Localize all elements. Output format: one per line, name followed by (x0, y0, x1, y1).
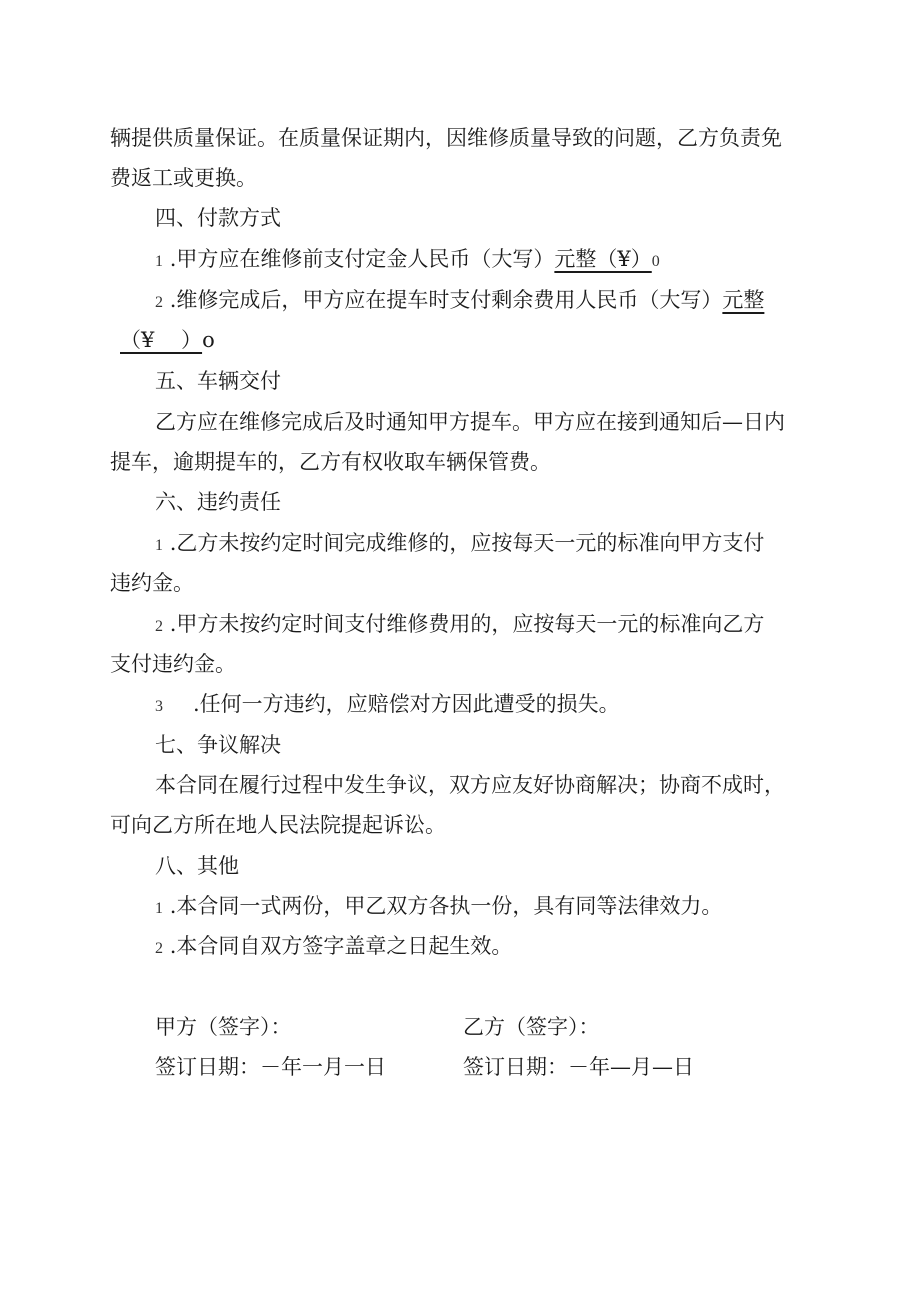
section8-heading: 八、其他 (155, 854, 239, 878)
section4-item2 (155, 286, 764, 317)
section7-heading: 七、争议解决 (155, 733, 281, 757)
item-number: 3 (155, 698, 163, 715)
section6-item2 (155, 610, 764, 641)
item-text: .本合同一式两份，甲乙双方各执一份，具有同等法律效力。 (169, 894, 723, 918)
amount-blank: 元整 (722, 288, 765, 312)
section5-line2: 提车，逾期提车的，乙方有权收取车辆保管费。 (110, 450, 551, 474)
section7-line2: 可向乙方所在地人民法院提起诉讼。 (110, 813, 446, 837)
yuan-blank: （¥ ） (120, 328, 203, 352)
item-text: .维修完成后，甲方应在提车时支付剩余费用人民币（大写） (169, 288, 723, 312)
section6-item1-line2: 违约金。 (110, 571, 194, 595)
section6-item3 (155, 690, 620, 721)
item-tail: 0 (651, 253, 660, 270)
item-text: .甲方未按约定时间支付维修费用的，应按每天一元的标准向乙方 (169, 612, 765, 636)
party-a-date-label: 签订日期：－年一月一日 (155, 1055, 386, 1079)
section8-item2 (155, 932, 512, 963)
section7-line1: 本合同在履行过程中发生争议，双方应友好协商解决；协商不成时， (155, 773, 785, 797)
party-a-signature-label: 甲方（签字）： (155, 1015, 292, 1039)
section5-line1: 乙方应在维修完成后及时通知甲方提车。甲方应在接到通知后—日内 (155, 410, 785, 434)
item-tail: o (202, 328, 215, 352)
clause3-cont-line2: 费返工或更换。 (110, 166, 257, 190)
item-number: 2 (155, 618, 163, 635)
item-number: 1 (155, 253, 163, 270)
amount-blank: 元整（¥） (554, 247, 652, 271)
section6-item2-line2: 支付违约金。 (110, 652, 236, 676)
item-number: 1 (155, 900, 163, 917)
item-number: 2 (155, 940, 163, 957)
section6-item1 (155, 529, 764, 560)
item-text: .甲方应在维修前支付定金人民币（大写） (169, 247, 555, 271)
item-number: 1 (155, 537, 163, 554)
section8-item1 (155, 892, 722, 923)
section4-item2-line2 (120, 326, 215, 354)
item-text: .本合同自双方签字盖章之日起生效。 (169, 934, 513, 958)
item-text: .乙方未按约定时间完成维修的，应按每天一元的标准向甲方支付 (169, 531, 765, 555)
item-number: 2 (155, 294, 163, 311)
clause3-cont-line1: 辆提供质量保证。在质量保证期内，因维修质量导致的问题，乙方负责免 (110, 126, 782, 150)
item-text: .任何一方违约，应赔偿对方因此遭受的损失。 (193, 692, 620, 716)
section6-heading: 六、违约责任 (155, 490, 281, 514)
party-b-date-label: 签订日期：－年—月—日 (463, 1055, 694, 1079)
section5-heading: 五、车辆交付 (155, 369, 281, 393)
party-b-signature-label: 乙方（签字）： (463, 1015, 600, 1039)
section4-item1 (155, 245, 660, 276)
section4-heading: 四、付款方式 (155, 206, 281, 230)
